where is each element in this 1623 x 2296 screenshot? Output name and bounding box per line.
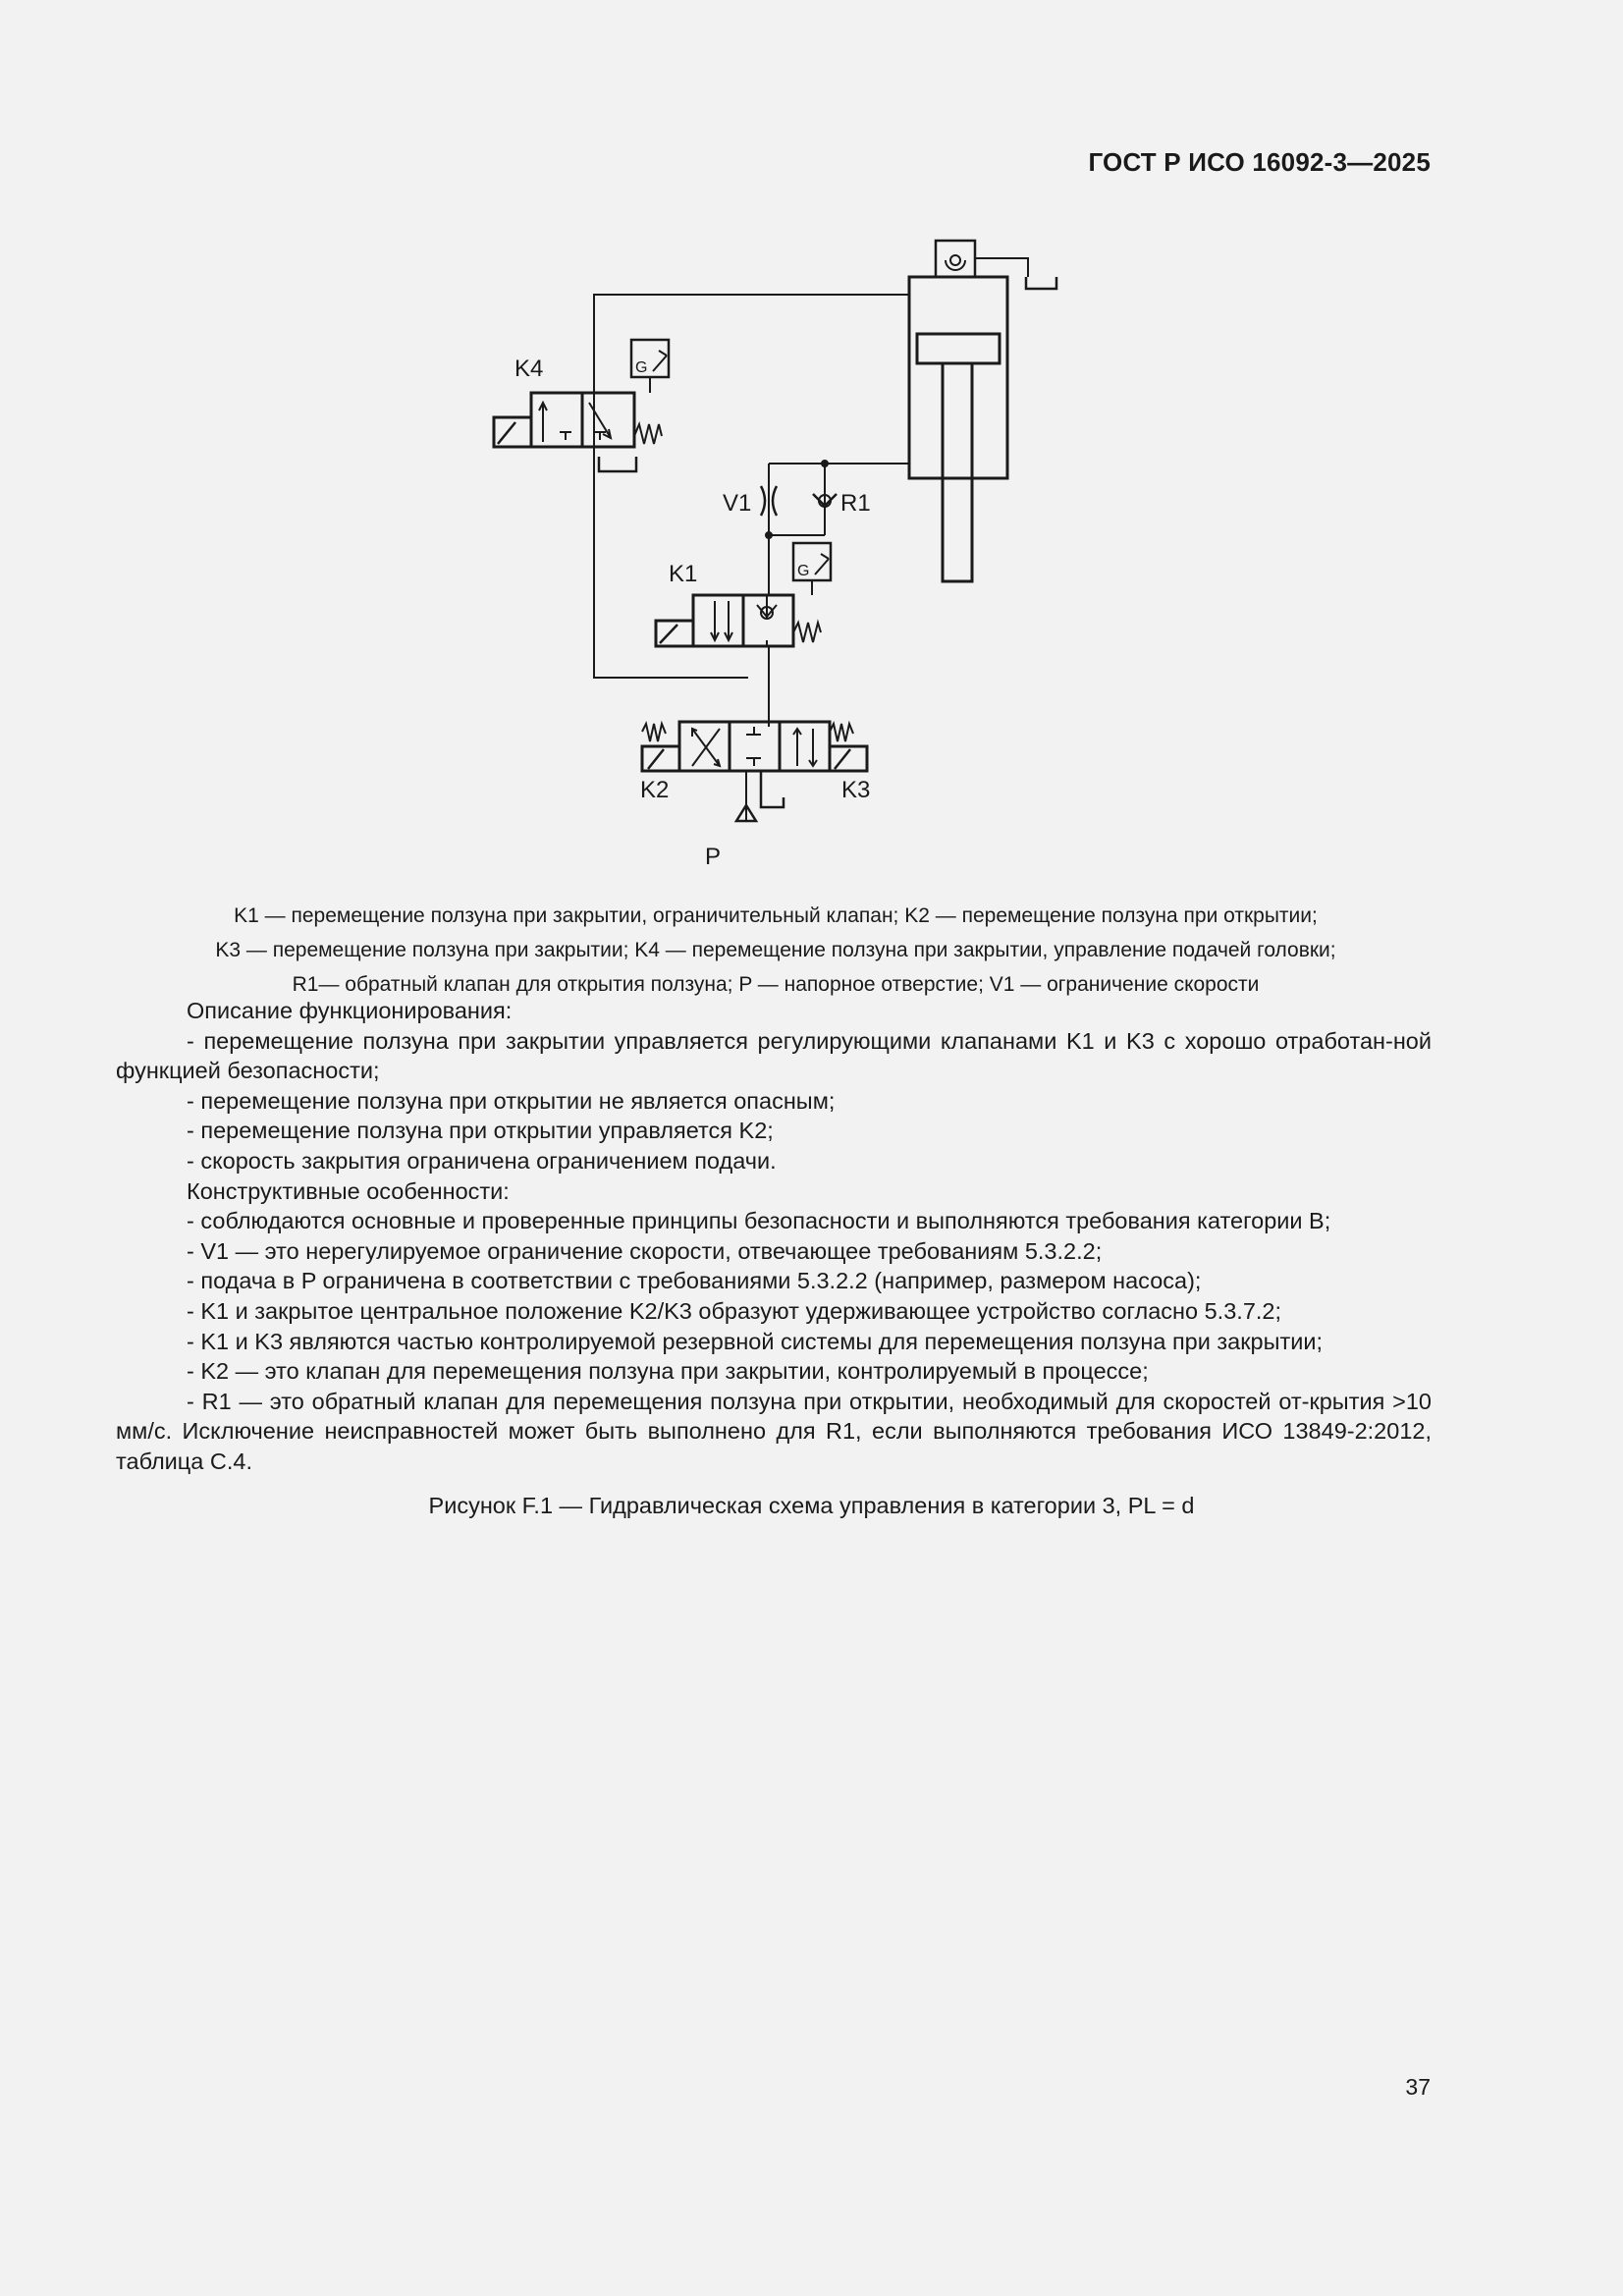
cylinder-check-valve <box>936 241 975 277</box>
g-label-k4: G <box>635 359 648 376</box>
legend-line: K1 — перемещение ползуна при закрытии, ограничительный клапан; K2 — перемещение ползуна при открытии; <box>234 904 1318 927</box>
p-label: P <box>705 844 722 870</box>
k1-label: K1 <box>669 561 698 587</box>
cylinder-piston <box>917 334 1000 363</box>
figure-caption: Рисунок F.1 — Гидравлическая схема управления в категории 3, PL = d <box>428 1493 1195 1518</box>
design-item: - R1 — это обратный клапан для перемещения ползуна при открытии, необходимый для скоростей от-крытия >10 мм/с. Исключение неисправностей может быть выполнено для R1, если выполняются требования ИСО 13849-2:2012, таблица С.4. <box>116 1388 1432 1474</box>
description-item: - перемещение ползуна при закрытии управляется регулирующими клапанами K1 и K3 с хорошо отработан-ной функцией безопасности; <box>116 1027 1432 1084</box>
description-heading: Описание функционирования: <box>187 998 513 1023</box>
design-item: - соблюдаются основные и проверенные принципы безопасности и выполняются требования категории В; <box>187 1208 1331 1234</box>
design-heading: Конструктивные особенности: <box>187 1177 510 1204</box>
design-item: - K1 и K3 являются частью контролируемой резервной системы для перемещения ползуна при закрытии; <box>187 1328 1324 1354</box>
legend-line: R1— обратный клапан для открытия ползуна; P — напорное отверстие; V1 — ограничение скорости <box>292 973 1260 996</box>
v1-label: V1 <box>723 490 752 517</box>
figure-legend <box>157 899 1394 1002</box>
legend-line: K3 — перемещение ползуна при закрытии; K4 — перемещение ползуна при закрытии, управление подачей головки; <box>215 939 1336 961</box>
hydraulic-diagram <box>0 0 1623 884</box>
k4-label: K4 <box>514 355 544 382</box>
design-item: - подача в P ограничена в соответствии с требованиями 5.3.2.2 (например, размером насоса); <box>187 1268 1202 1294</box>
page-number: 37 <box>1405 2074 1431 2100</box>
document-header: ГОСТ Р ИСО 16092-3—2025 <box>1088 147 1431 177</box>
k3-label: K3 <box>841 777 871 803</box>
design-item: - V1 — это нерегулируемое ограничение скорости, отвечающее требованиям 5.3.2.2; <box>187 1237 1103 1264</box>
description-item: - скорость закрытия ограничена ограничением подачи. <box>187 1147 777 1174</box>
g-label-k1: G <box>797 563 810 579</box>
cylinder-body <box>909 277 1007 478</box>
description-item: - перемещение ползуна при открытии управляется K2; <box>187 1118 774 1144</box>
body-text <box>116 996 1432 1477</box>
design-item: - K1 и закрытое центральное положение K2/K3 образуют удерживающее устройство согласно 5.3.7.2; <box>187 1297 1282 1324</box>
k2-label: K2 <box>640 777 670 803</box>
description-item: - перемещение ползуна при открытии не является опасным; <box>187 1087 836 1114</box>
cylinder-rod <box>943 363 972 581</box>
design-item: - K2 — это клапан для перемещения ползуна при закрытии, контролируемый в процессе; <box>187 1358 1149 1385</box>
r1-label: R1 <box>840 490 871 517</box>
